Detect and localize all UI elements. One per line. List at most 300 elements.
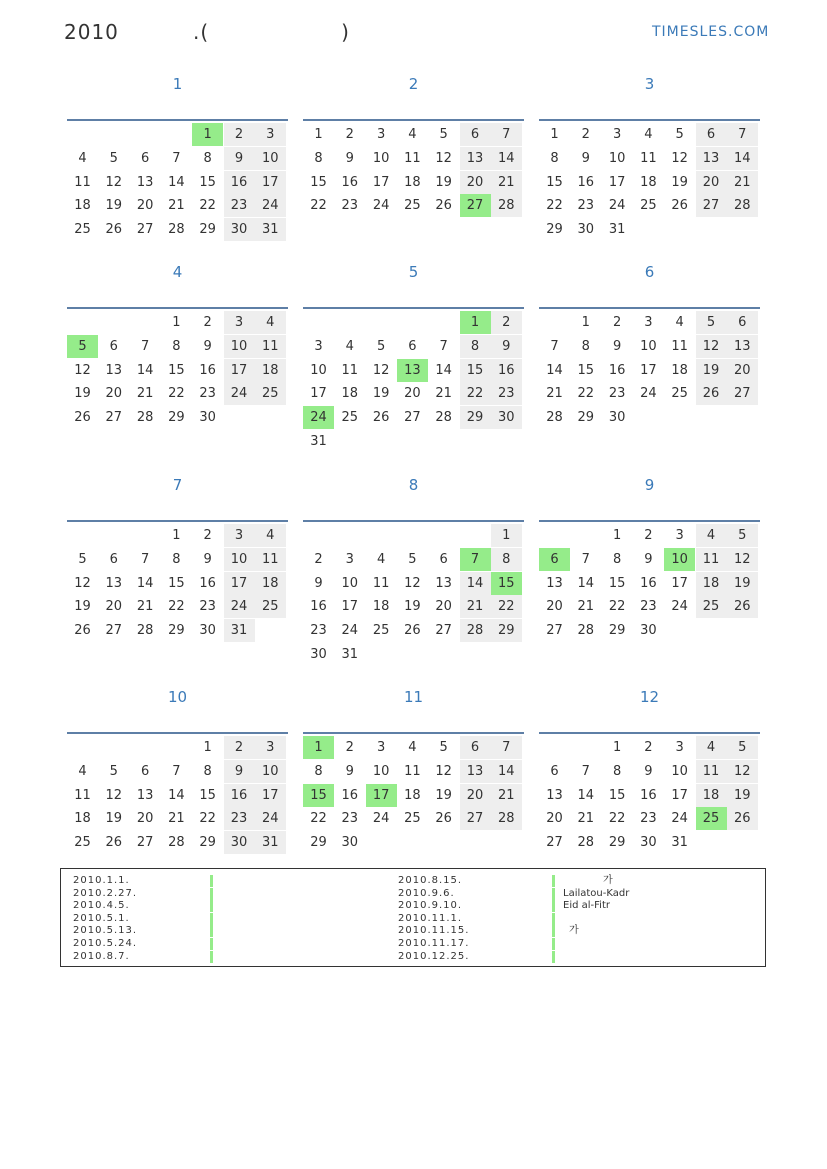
day-cell: 8 bbox=[612, 763, 622, 779]
day-cell: 2 bbox=[644, 528, 653, 543]
holiday-marker bbox=[210, 938, 213, 950]
holiday-marker bbox=[552, 875, 555, 887]
day-cell: 24 bbox=[640, 386, 657, 402]
day-cell: 8 bbox=[314, 150, 323, 166]
day-cell: 10 bbox=[255, 147, 286, 170]
day-cell: 11 bbox=[372, 575, 390, 591]
day-cell: 3 bbox=[224, 311, 255, 334]
holiday-name: Eid al-Fitr bbox=[563, 900, 610, 912]
day-cell: 7 bbox=[581, 551, 590, 567]
day-cell: 8 bbox=[172, 551, 181, 567]
holiday-name: Lailatou-Kadr bbox=[563, 887, 630, 899]
month-7 bbox=[67, 473, 288, 639]
day-cell: 23 bbox=[341, 198, 359, 214]
day-cell: 14 bbox=[546, 362, 563, 378]
month-6 bbox=[539, 260, 760, 426]
day-cell: 28 bbox=[727, 194, 758, 217]
day-cell: 6 bbox=[727, 311, 758, 334]
day-cell: 25 bbox=[696, 595, 727, 618]
day-cell: 15 bbox=[310, 174, 327, 190]
day-cell: 14 bbox=[168, 174, 185, 190]
day-cell: 2 bbox=[224, 736, 255, 759]
day-cell: 26 bbox=[372, 410, 390, 426]
day-cell: 28 bbox=[136, 410, 154, 426]
month-divider bbox=[539, 520, 760, 522]
day-cell: 5 bbox=[109, 150, 118, 166]
day-cell: 14 bbox=[435, 362, 452, 378]
day-cell: 3 bbox=[644, 315, 653, 330]
day-cell: 2 bbox=[581, 127, 590, 142]
day-cell: 7 bbox=[172, 150, 181, 166]
month-5 bbox=[303, 260, 524, 449]
month-8 bbox=[303, 473, 524, 662]
day-cell: 18 bbox=[671, 362, 688, 378]
day-cell: 11 bbox=[341, 362, 359, 378]
day-cell: 25 bbox=[640, 198, 657, 214]
brand-link[interactable]: TIMESLES.COM bbox=[652, 24, 770, 40]
day-cell: 30 bbox=[640, 623, 657, 639]
day-cell: 22 bbox=[608, 599, 626, 615]
day-cell: 9 bbox=[224, 147, 255, 170]
day-cell: 3 bbox=[675, 528, 684, 543]
day-cell: 25 bbox=[74, 835, 91, 851]
day-cell: 4 bbox=[78, 150, 87, 166]
day-cell: 14 bbox=[577, 575, 595, 591]
day-cell: 23 bbox=[640, 599, 657, 615]
holiday-date: 2010.8.15. bbox=[398, 875, 463, 886]
day-cell: 1 bbox=[172, 528, 181, 543]
day-cell: 16 bbox=[341, 174, 359, 190]
day-cell: 26 bbox=[435, 811, 452, 827]
day-cell: 27 bbox=[136, 835, 154, 851]
day-cell: 5 bbox=[675, 127, 684, 142]
day-cell: 29 bbox=[310, 835, 327, 851]
day-cell: 16 bbox=[199, 362, 216, 378]
day-cell: 30 bbox=[224, 831, 255, 854]
day-cell: 31 bbox=[255, 831, 286, 854]
day-cell: 13 bbox=[546, 787, 563, 803]
day-cell: 16 bbox=[640, 787, 657, 803]
day-cell: 19 bbox=[74, 599, 91, 615]
day-cell: 2 bbox=[203, 528, 212, 543]
day-cell: 28 bbox=[460, 619, 491, 642]
day-cell: 12 bbox=[404, 575, 421, 591]
calendar-subtitle bbox=[193, 20, 350, 44]
day-cell: 3 bbox=[255, 736, 286, 759]
day-cell: 20 bbox=[136, 811, 154, 827]
month-12 bbox=[539, 685, 760, 851]
day-cell: 12 bbox=[74, 575, 91, 591]
day-cell: 27 bbox=[435, 623, 452, 639]
month-divider bbox=[67, 119, 288, 121]
day-cell: 29 bbox=[491, 619, 522, 642]
day-cell: 2 bbox=[491, 311, 522, 334]
day-cell: 13 bbox=[105, 575, 123, 591]
day-cell: 28 bbox=[577, 623, 595, 639]
day-cell: 19 bbox=[727, 572, 758, 595]
holiday-marker bbox=[210, 875, 213, 887]
day-cell: 9 bbox=[644, 551, 653, 567]
holiday-marker bbox=[552, 888, 555, 900]
day-cell: 27 bbox=[460, 807, 491, 830]
day-cell: 9 bbox=[203, 551, 212, 567]
day-cell: 1 bbox=[550, 127, 559, 142]
day-cell: 5 bbox=[727, 524, 758, 547]
day-cell: 22 bbox=[460, 382, 491, 405]
day-cell: 19 bbox=[696, 359, 727, 382]
day-cell: 4 bbox=[675, 315, 684, 330]
day-cell: 21 bbox=[546, 386, 563, 402]
day-cell: 10 bbox=[664, 548, 695, 571]
day-cell: 26 bbox=[74, 410, 91, 426]
day-cell: 28 bbox=[491, 194, 522, 217]
day-cell: 14 bbox=[491, 147, 522, 170]
day-cell: 5 bbox=[109, 763, 118, 779]
day-cell: 25 bbox=[671, 386, 688, 402]
day-cell: 3 bbox=[345, 551, 354, 567]
holiday-legend bbox=[60, 868, 766, 967]
day-cell: 6 bbox=[696, 123, 727, 146]
holiday-date: 2010.2.27. bbox=[73, 887, 138, 899]
day-cell: 12 bbox=[372, 362, 390, 378]
month-divider bbox=[67, 307, 288, 309]
month-divider bbox=[539, 119, 760, 121]
day-cell: 29 bbox=[199, 222, 216, 238]
month-title: 5 bbox=[408, 263, 419, 281]
day-cell: 6 bbox=[550, 763, 559, 779]
holiday-date: 2010.9.10. bbox=[398, 900, 463, 912]
day-cell: 3 bbox=[224, 524, 255, 547]
day-cell: 15 bbox=[199, 174, 216, 190]
month-title: 9 bbox=[644, 476, 655, 494]
day-cell: 24 bbox=[255, 194, 286, 217]
holiday-marker bbox=[210, 900, 213, 912]
day-cell: 21 bbox=[577, 599, 595, 615]
day-cell: 23 bbox=[491, 382, 522, 405]
day-cell: 24 bbox=[372, 198, 390, 214]
month-title: 11 bbox=[403, 688, 424, 706]
day-cell: 28 bbox=[435, 410, 452, 426]
day-cell: 12 bbox=[671, 150, 688, 166]
day-cell: 18 bbox=[372, 599, 390, 615]
day-cell: 29 bbox=[199, 835, 216, 851]
day-cell: 30 bbox=[341, 835, 359, 851]
day-cell: 15 bbox=[491, 572, 522, 595]
day-cell: 2 bbox=[203, 315, 212, 330]
day-cell: 23 bbox=[608, 386, 626, 402]
day-cell: 3 bbox=[376, 740, 386, 755]
day-cell: 6 bbox=[408, 338, 417, 354]
day-cell: 5 bbox=[78, 551, 87, 567]
day-cell: 30 bbox=[491, 406, 522, 429]
day-cell: 25 bbox=[255, 382, 286, 405]
day-cell: 29 bbox=[168, 410, 185, 426]
day-cell: 11 bbox=[696, 548, 727, 571]
day-cell: 14 bbox=[460, 572, 491, 595]
day-cell: 2 bbox=[345, 740, 354, 755]
day-cell: 22 bbox=[199, 811, 216, 827]
day-cell: 16 bbox=[341, 787, 359, 803]
day-cell: 4 bbox=[78, 763, 87, 779]
day-cell: 30 bbox=[224, 218, 255, 241]
day-cell: 16 bbox=[608, 362, 626, 378]
holiday-date: 2010.4.5. bbox=[73, 900, 130, 912]
month-divider bbox=[303, 732, 524, 734]
day-cell: 12 bbox=[727, 548, 758, 571]
day-cell: 6 bbox=[109, 551, 118, 567]
day-cell: 13 bbox=[136, 174, 154, 190]
day-cell: 7 bbox=[491, 123, 522, 146]
day-cell: 31 bbox=[671, 835, 688, 851]
day-cell: 9 bbox=[224, 760, 255, 783]
day-cell: 15 bbox=[168, 362, 185, 378]
day-cell: 12 bbox=[105, 787, 123, 803]
day-cell: 12 bbox=[435, 150, 452, 166]
day-cell: 6 bbox=[539, 548, 570, 571]
day-cell: 2 bbox=[314, 551, 323, 567]
day-cell: 14 bbox=[136, 362, 154, 378]
day-cell: 2 bbox=[644, 740, 653, 755]
month-4 bbox=[67, 260, 288, 426]
day-cell: 29 bbox=[546, 222, 563, 238]
day-cell: 27 bbox=[546, 835, 563, 851]
day-cell: 28 bbox=[491, 807, 522, 830]
day-cell: 21 bbox=[727, 171, 758, 194]
day-cell: 10 bbox=[224, 335, 255, 358]
day-cell: 25 bbox=[74, 222, 91, 238]
month-title: 2 bbox=[408, 75, 419, 93]
day-cell: 13 bbox=[460, 760, 491, 783]
day-cell: 19 bbox=[105, 198, 123, 214]
holiday-date: 2010.8.7. bbox=[73, 950, 130, 962]
day-cell: 15 bbox=[460, 359, 491, 382]
calendar-year-title: 2010 bbox=[64, 20, 119, 44]
day-cell: 1 bbox=[581, 315, 590, 330]
day-cell: 20 bbox=[546, 599, 563, 615]
day-cell: 10 bbox=[640, 338, 657, 354]
holiday-marker bbox=[552, 913, 555, 925]
day-cell: 17 bbox=[255, 171, 286, 194]
holiday-marker bbox=[210, 925, 213, 937]
day-cell: 31 bbox=[255, 218, 286, 241]
day-cell: 19 bbox=[404, 599, 421, 615]
day-cell: 13 bbox=[435, 575, 452, 591]
day-cell: 31 bbox=[310, 434, 327, 449]
day-cell: 25 bbox=[404, 198, 421, 214]
day-cell: 30 bbox=[310, 647, 327, 662]
day-cell: 17 bbox=[341, 599, 359, 615]
holiday-marker bbox=[210, 888, 213, 900]
month-title: 10 bbox=[167, 688, 188, 706]
day-cell: 12 bbox=[435, 763, 452, 779]
day-cell: 19 bbox=[671, 174, 688, 190]
day-cell: 15 bbox=[608, 787, 626, 803]
day-cell: 5 bbox=[727, 736, 758, 759]
day-cell: 31 bbox=[224, 619, 255, 642]
day-cell: 8 bbox=[581, 338, 590, 354]
day-cell: 26 bbox=[696, 382, 727, 405]
day-cell: 23 bbox=[640, 811, 657, 827]
day-cell: 26 bbox=[404, 623, 421, 639]
day-cell: 10 bbox=[341, 575, 359, 591]
day-cell: 18 bbox=[74, 811, 91, 827]
day-cell: 9 bbox=[345, 150, 354, 166]
day-cell: 29 bbox=[577, 410, 595, 426]
day-cell: 20 bbox=[105, 386, 123, 402]
day-cell: 2 bbox=[612, 315, 622, 330]
day-cell: 22 bbox=[608, 811, 626, 827]
month-divider bbox=[539, 732, 760, 734]
day-cell: 21 bbox=[577, 811, 595, 827]
day-cell: 19 bbox=[372, 386, 390, 402]
day-cell: 26 bbox=[105, 835, 123, 851]
day-cell: 15 bbox=[608, 575, 626, 591]
holiday-date: 2010.5.24. bbox=[73, 938, 138, 949]
day-cell: 14 bbox=[491, 760, 522, 783]
day-cell: 3 bbox=[376, 127, 386, 142]
day-cell: 11 bbox=[74, 787, 91, 803]
day-cell: 29 bbox=[168, 623, 185, 639]
day-cell: 3 bbox=[314, 338, 323, 354]
day-cell: 1 bbox=[203, 740, 212, 755]
day-cell: 20 bbox=[435, 599, 452, 615]
day-cell: 6 bbox=[140, 150, 150, 166]
day-cell: 9 bbox=[491, 335, 522, 358]
day-cell: 6 bbox=[460, 123, 491, 146]
day-cell: 29 bbox=[608, 835, 626, 851]
day-cell: 21 bbox=[460, 595, 491, 618]
month-11 bbox=[303, 685, 524, 851]
day-cell: 11 bbox=[255, 548, 286, 571]
month-title: 7 bbox=[172, 476, 183, 494]
day-cell: 4 bbox=[696, 736, 727, 759]
day-cell: 10 bbox=[372, 150, 390, 166]
day-cell: 23 bbox=[341, 811, 359, 827]
day-cell: 6 bbox=[140, 763, 150, 779]
month-9 bbox=[539, 473, 760, 639]
day-cell: 5 bbox=[439, 127, 448, 142]
day-cell: 3 bbox=[255, 123, 286, 146]
subtitle-close: ) bbox=[341, 20, 350, 44]
holiday-marker bbox=[552, 925, 555, 937]
day-cell: 22 bbox=[199, 198, 216, 214]
month-title: 6 bbox=[644, 263, 655, 281]
day-cell: 18 bbox=[404, 174, 421, 190]
holiday-date: 2010.11.15. bbox=[398, 925, 470, 937]
day-cell: 22 bbox=[546, 198, 563, 214]
day-cell: 9 bbox=[612, 338, 622, 354]
holiday-marker bbox=[552, 938, 555, 950]
day-cell: 5 bbox=[408, 551, 417, 567]
day-cell: 3 bbox=[612, 127, 622, 142]
day-cell: 26 bbox=[74, 623, 91, 639]
day-cell: 12 bbox=[727, 760, 758, 783]
day-cell: 27 bbox=[727, 382, 758, 405]
day-cell: 25 bbox=[341, 410, 359, 426]
subtitle-open: .( bbox=[193, 20, 210, 44]
day-cell: 31 bbox=[608, 222, 626, 238]
day-cell: 5 bbox=[439, 740, 448, 755]
holiday-date: 2010.11.17. bbox=[398, 938, 470, 949]
day-cell: 31 bbox=[341, 647, 359, 662]
day-cell: 1 bbox=[314, 127, 323, 142]
day-cell: 17 bbox=[224, 572, 255, 595]
holiday-marker bbox=[552, 900, 555, 912]
month-title: 3 bbox=[644, 75, 655, 93]
day-cell: 24 bbox=[255, 807, 286, 830]
day-cell: 22 bbox=[168, 386, 185, 402]
day-cell: 22 bbox=[310, 198, 327, 214]
day-cell: 1 bbox=[172, 315, 181, 330]
day-cell: 10 bbox=[671, 763, 688, 779]
day-cell: 30 bbox=[577, 222, 595, 238]
month-10 bbox=[67, 685, 288, 851]
day-cell: 18 bbox=[404, 787, 421, 803]
month-1 bbox=[67, 72, 288, 238]
day-cell: 4 bbox=[408, 740, 417, 755]
day-cell: 21 bbox=[491, 171, 522, 194]
day-cell: 16 bbox=[640, 575, 657, 591]
day-cell: 4 bbox=[255, 311, 286, 334]
day-cell: 10 bbox=[255, 760, 286, 783]
day-cell: 23 bbox=[224, 807, 255, 830]
day-cell: 20 bbox=[727, 359, 758, 382]
day-cell: 17 bbox=[608, 174, 626, 190]
holiday-date: 2010.12.25. bbox=[398, 950, 470, 962]
day-cell: 4 bbox=[255, 524, 286, 547]
day-cell: 24 bbox=[671, 811, 688, 827]
day-cell: 4 bbox=[345, 338, 354, 354]
day-cell: 8 bbox=[491, 548, 522, 571]
holiday-date: 2010.11.1. bbox=[398, 912, 463, 924]
day-cell: 30 bbox=[608, 410, 626, 426]
day-cell: 18 bbox=[255, 572, 286, 595]
month-title: 4 bbox=[172, 263, 183, 281]
day-cell: 7 bbox=[491, 736, 522, 759]
day-cell: 28 bbox=[136, 623, 154, 639]
day-cell: 20 bbox=[696, 171, 727, 194]
day-cell: 17 bbox=[640, 362, 657, 378]
day-cell: 17 bbox=[671, 575, 688, 591]
day-cell: 10 bbox=[372, 763, 390, 779]
day-cell: 2 bbox=[345, 127, 354, 142]
day-cell: 23 bbox=[310, 623, 327, 639]
day-cell: 28 bbox=[546, 410, 563, 426]
day-cell: 19 bbox=[105, 811, 123, 827]
day-cell: 11 bbox=[404, 763, 421, 779]
day-cell: 30 bbox=[640, 835, 657, 851]
day-cell: 17 bbox=[310, 386, 327, 402]
day-cell: 27 bbox=[136, 222, 154, 238]
day-cell: 9 bbox=[644, 763, 653, 779]
day-cell: 30 bbox=[199, 410, 216, 426]
day-cell: 23 bbox=[224, 194, 255, 217]
day-cell: 12 bbox=[105, 174, 123, 190]
day-cell: 20 bbox=[404, 386, 421, 402]
day-cell: 11 bbox=[696, 760, 727, 783]
day-cell: 6 bbox=[439, 551, 448, 567]
day-cell: 23 bbox=[199, 386, 216, 402]
day-cell: 27 bbox=[696, 194, 727, 217]
holiday-name: 가 bbox=[569, 925, 579, 937]
day-cell: 18 bbox=[74, 198, 91, 214]
day-cell: 8 bbox=[612, 551, 622, 567]
day-cell: 25 bbox=[255, 595, 286, 618]
day-cell: 14 bbox=[168, 787, 185, 803]
day-cell: 12 bbox=[696, 335, 727, 358]
day-cell: 21 bbox=[491, 784, 522, 807]
day-cell: 9 bbox=[203, 338, 212, 354]
